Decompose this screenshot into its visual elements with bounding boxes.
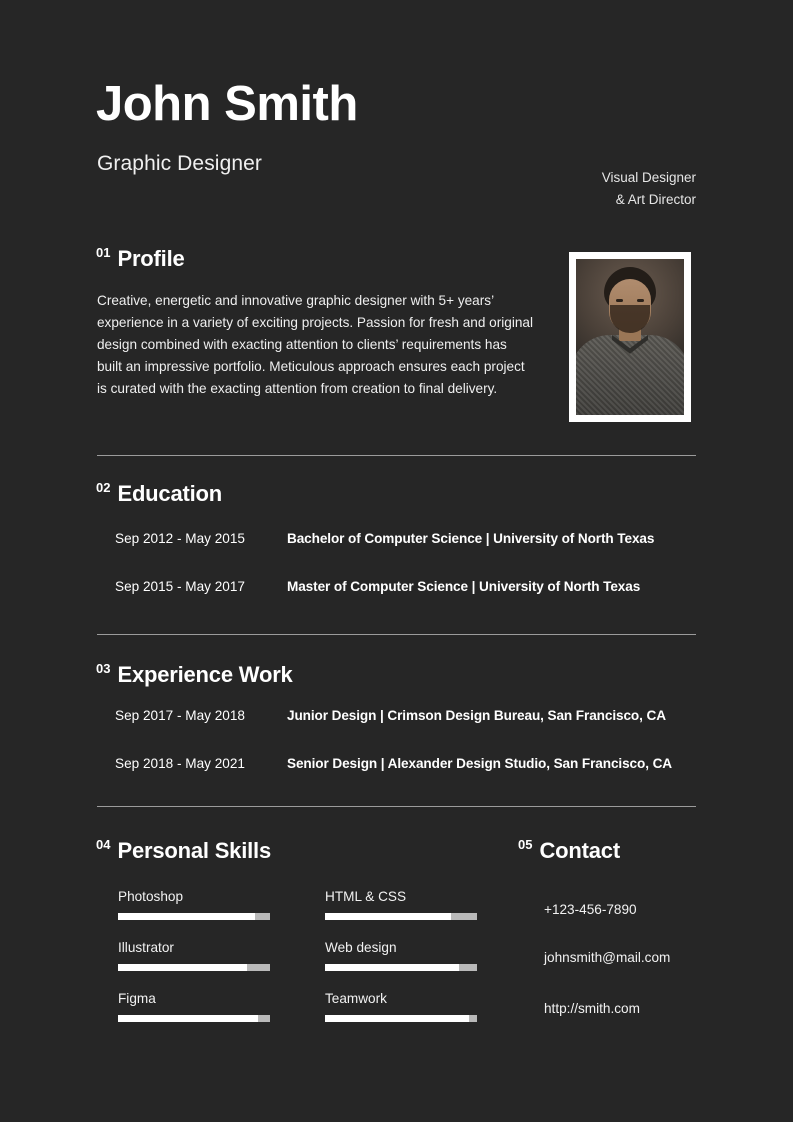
skill-label: Figma <box>118 991 156 1006</box>
entry-description: Senior Design | Alexander Design Studio, San Francisco, CA <box>287 756 673 771</box>
skill-bar-track <box>325 964 477 971</box>
section-number-contact: 05 <box>518 837 533 852</box>
list-item <box>118 940 270 971</box>
portrait-eye-right <box>637 299 644 302</box>
entry-date: Sep 2018 - May 2021 <box>115 756 245 771</box>
entry-date: Sep 2012 - May 2015 <box>115 531 245 546</box>
section-number-experience: 03 <box>96 661 111 676</box>
divider <box>97 455 696 456</box>
tagline-line-2: & Art Director <box>615 191 696 207</box>
skill-label: Teamwork <box>325 991 387 1006</box>
profile-paragraph: Creative, energetic and innovative graphic designer with 5+ years’ experience in a variety of exciting projects. Passion for fresh and original design combined with exacting attention to clients’ requirements has built an impressive portfolio. Meticulous approach ensures each project is curated with the exacting attention from creation to final delivery. <box>97 293 533 397</box>
list-item <box>115 756 672 771</box>
list-item <box>325 940 477 971</box>
section-heading-experience <box>96 662 293 688</box>
list-item <box>115 708 666 723</box>
skill-bar-fill <box>118 964 247 971</box>
entry-description: Bachelor of Computer Science | University of North Texas <box>287 531 655 546</box>
divider <box>97 806 696 807</box>
section-number-education: 02 <box>96 480 111 495</box>
section-title-contact: Contact <box>539 838 620 863</box>
skill-bar-fill <box>118 913 255 920</box>
tagline-line-1: Visual Designer <box>601 170 696 185</box>
contact-website[interactable]: http://smith.com <box>544 1001 640 1016</box>
section-number-profile: 01 <box>96 245 111 260</box>
entry-description: Junior Design | Crimson Design Bureau, San Francisco, CA <box>287 708 666 723</box>
section-number-skills: 04 <box>96 837 111 852</box>
divider <box>97 634 696 635</box>
resume-content <box>96 0 696 1122</box>
page-title: John Smith <box>96 77 358 131</box>
section-heading-education <box>96 481 222 507</box>
skill-bar-track <box>118 1015 270 1022</box>
skill-bar-track <box>118 964 270 971</box>
skill-bar-track <box>325 913 477 920</box>
skill-bar-track <box>325 1015 477 1022</box>
skill-label: HTML & CSS <box>325 889 407 904</box>
skill-bar-fill <box>325 1015 469 1022</box>
entry-description: Master of Computer Science | University of North Texas <box>287 579 641 594</box>
section-heading-contact <box>518 838 620 864</box>
portrait-eye-left <box>616 299 623 302</box>
list-item <box>325 991 477 1022</box>
entry-date: Sep 2017 - May 2018 <box>115 708 245 723</box>
section-heading-profile <box>96 246 185 272</box>
skill-label: Web design <box>325 940 397 955</box>
skill-bar-fill <box>325 964 459 971</box>
section-title-experience: Experience Work <box>117 662 293 687</box>
skill-bar-fill <box>118 1015 258 1022</box>
skill-label: Photoshop <box>118 889 184 904</box>
contact-email[interactable]: johnsmith@mail.com <box>544 950 671 965</box>
skill-label: Illustrator <box>118 940 174 955</box>
list-item <box>118 991 270 1022</box>
list-item <box>115 579 640 594</box>
portrait-shirt <box>576 335 684 415</box>
section-title-skills: Personal Skills <box>117 838 271 863</box>
avatar <box>569 252 691 422</box>
section-title-education: Education <box>117 481 223 506</box>
skill-bar-track <box>118 913 270 920</box>
portrait-photo <box>576 259 684 415</box>
tagline <box>436 167 696 210</box>
section-heading-skills <box>96 838 271 864</box>
entry-date: Sep 2015 - May 2017 <box>115 579 245 594</box>
list-item <box>115 531 654 546</box>
job-role: Graphic Designer <box>97 152 263 175</box>
section-title-profile: Profile <box>117 246 185 271</box>
skill-bar-fill <box>325 913 451 920</box>
list-item <box>118 889 270 920</box>
list-item <box>325 889 477 920</box>
contact-phone[interactable]: +123-456-7890 <box>544 902 637 917</box>
